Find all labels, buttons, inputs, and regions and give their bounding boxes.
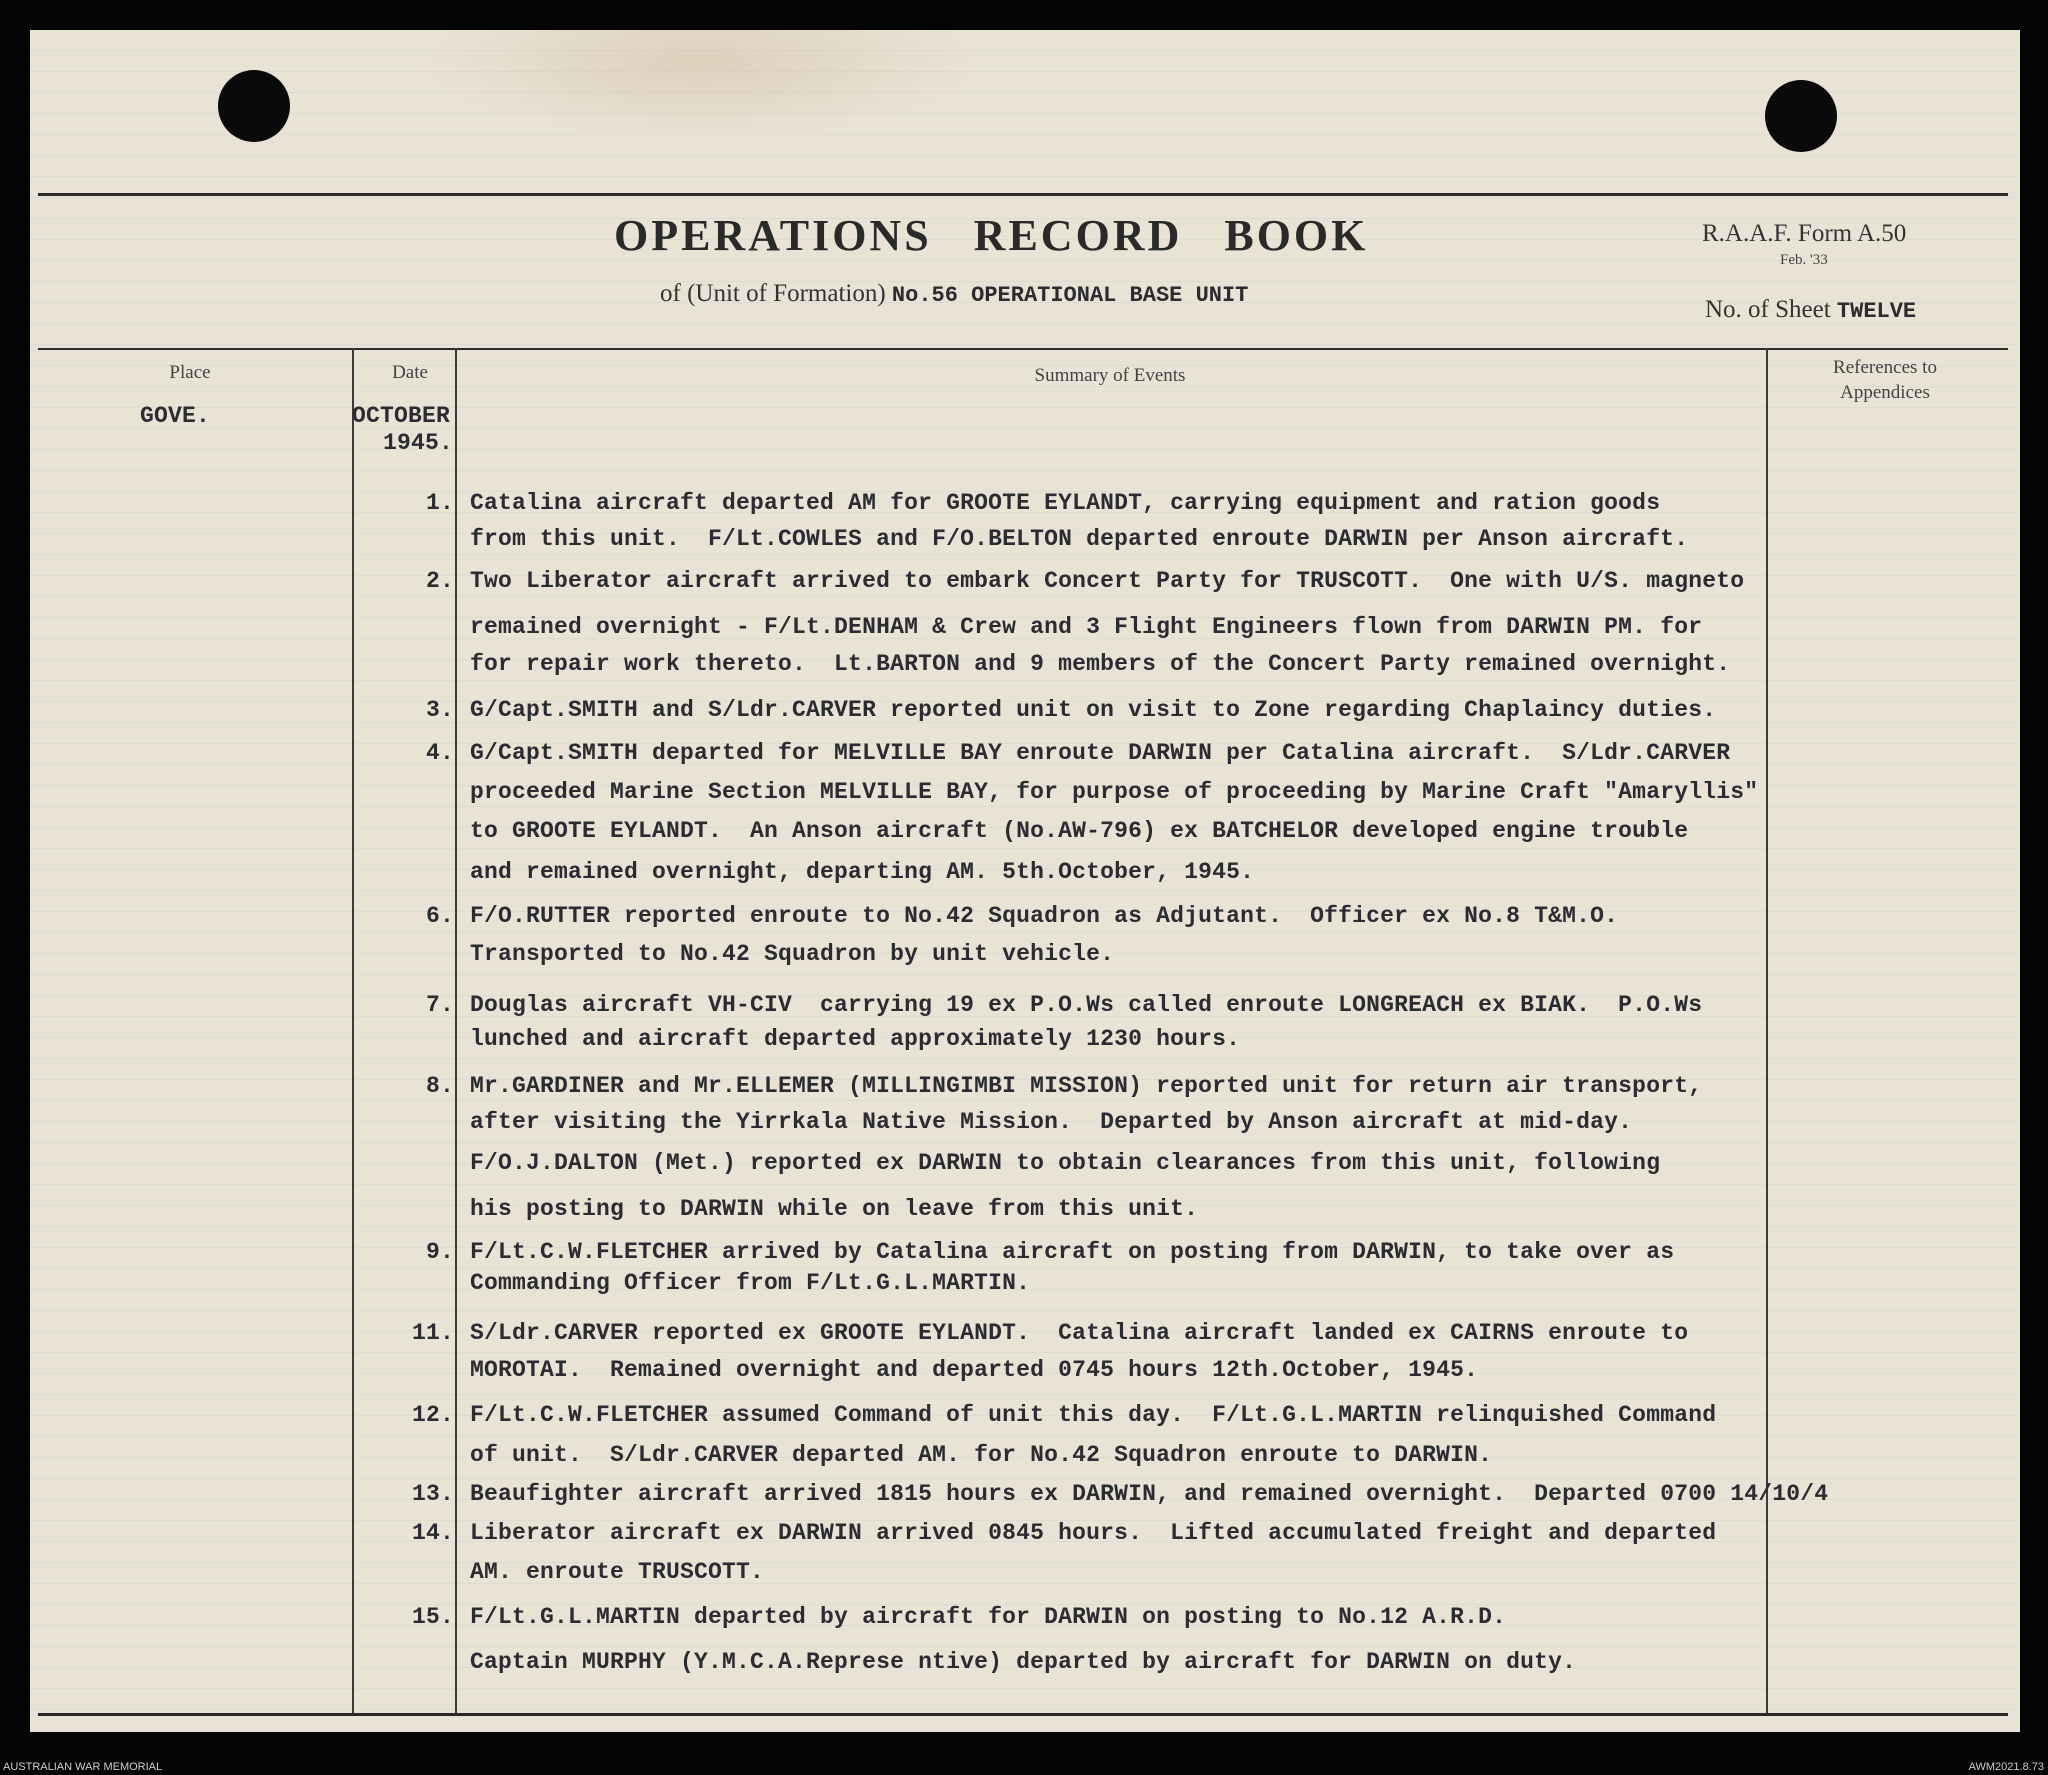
entry-line: Commanding Officer from F/Lt.G.L.MARTIN. <box>470 1270 1031 1296</box>
entry-line: F/Lt.G.L.MARTIN departed by aircraft for DARWIN on posting to No.12 A.R.D. <box>470 1604 1507 1630</box>
entry-line: G/Capt.SMITH and S/Ldr.CARVER reported unit on visit to Zone regarding Chaplaincy duties. <box>470 697 1717 723</box>
sheet-number-line <box>1705 296 1916 324</box>
top-rule <box>38 193 2008 196</box>
entry-day: 12. <box>411 1402 454 1428</box>
entry-line: F/O.RUTTER reported enroute to No.42 Squadron as Adjutant. Officer ex No.8 T&M.O. <box>470 903 1619 929</box>
entry-line: Douglas aircraft VH-CIV carrying 19 ex P.O.Ws called enroute LONGREACH ex BIAK. P.O.Ws <box>470 992 1703 1018</box>
entry-line: his posting to DARWIN while on leave from this unit. <box>470 1196 1199 1222</box>
form-date: Feb. '33 <box>1780 252 1828 268</box>
entry-line: for repair work thereto. Lt.BARTON and 9 members of the Concert Party remained overnight. <box>470 651 1731 677</box>
entry-day: 11. <box>411 1320 454 1346</box>
place-value: GOVE. <box>140 403 211 429</box>
column-date: Date <box>392 362 428 383</box>
entry-day: 13. <box>411 1481 454 1507</box>
entry-line: S/Ldr.CARVER reported ex GROOTE EYLANDT. Catalina aircraft landed ex CAIRNS enroute to <box>470 1320 1689 1346</box>
entry-day: 4. <box>425 740 454 766</box>
entry-day: 8. <box>425 1073 454 1099</box>
entry-line: Beaufighter aircraft arrived 1815 hours ex DARWIN, and remained overnight. Departed 0700 14/10/4 <box>470 1481 1829 1507</box>
entry-line: F/Lt.C.W.FLETCHER arrived by Catalina aircraft on posting from DARWIN, to take over as <box>470 1239 1675 1265</box>
entry-day: 1. <box>425 490 454 516</box>
entry-day: 6. <box>425 903 454 929</box>
entry-line: from this unit. F/Lt.COWLES and F/O.BELTON departed enroute DARWIN per Anson aircraft. <box>470 526 1689 552</box>
column-references-line1: References to <box>1833 357 1937 378</box>
entry-line: Transported to No.42 Squadron by unit vehicle. <box>470 941 1115 967</box>
date-summary-divider <box>455 348 457 1713</box>
entry-line: G/Capt.SMITH departed for MELVILLE BAY enroute DARWIN per Catalina aircraft. S/Ldr.CARVER <box>470 740 1731 766</box>
unit-name: No.56 OPERATIONAL BASE UNIT <box>891 283 1249 308</box>
entry-line: F/O.J.DALTON (Met.) reported ex DARWIN to obtain clearances from this unit, following <box>470 1150 1661 1176</box>
footer-credit: AUSTRALIAN WAR MEMORIAL <box>3 1761 163 1773</box>
summary-references-divider <box>1766 348 1768 1713</box>
entry-line: Mr.GARDINER and Mr.ELLEMER (MILLINGIMBI MISSION) reported unit for return air transport, <box>470 1073 1703 1099</box>
entry-day: 9. <box>425 1239 454 1265</box>
entry-day: 15. <box>411 1604 454 1630</box>
entry-line: Two Liberator aircraft arrived to embark Concert Party for TRUSCOTT. One with U/S. magneto <box>470 568 1745 594</box>
entry-line: AM. enroute TRUSCOTT. <box>470 1559 765 1585</box>
entry-line: lunched and aircraft departed approximately 1230 hours. <box>470 1026 1241 1052</box>
entry-day: 7. <box>425 992 454 1018</box>
punch-hole-left <box>218 70 290 142</box>
form-title: OPERATIONS RECORD BOOK <box>614 211 1369 260</box>
entry-line: proceeded Marine Section MELVILLE BAY, for purpose of proceeding by Marine Craft "Amaryllis" <box>470 779 1759 805</box>
unit-prefix: of (Unit of Formation) <box>660 280 886 307</box>
entry-line: Catalina aircraft departed AM for GROOTE EYLANDT, carrying equipment and ration goods <box>470 490 1661 516</box>
entry-line: to GROOTE EYLANDT. An Anson aircraft (No.AW-796) ex BATCHELOR developed engine trouble <box>470 818 1689 844</box>
entry-day: 3. <box>425 697 454 723</box>
column-place: Place <box>169 362 211 383</box>
column-references-line2: Appendices <box>1840 382 1930 403</box>
entry-line: remained overnight - F/Lt.DENHAM & Crew and 3 Flight Engineers flown from DARWIN PM. for <box>470 614 1703 640</box>
column-summary: Summary of Events <box>1034 365 1186 386</box>
entry-line: and remained overnight, departing AM. 5th.October, 1945. <box>470 859 1255 885</box>
place-date-divider <box>352 348 354 1713</box>
unit-of-formation <box>660 280 1248 308</box>
bottom-rule <box>38 1713 2008 1716</box>
punch-hole-right <box>1765 80 1837 152</box>
header-rule <box>38 348 2008 350</box>
entry-line: F/Lt.C.W.FLETCHER assumed Command of unit this day. F/Lt.G.L.MARTIN relinquished Command <box>470 1402 1717 1428</box>
entry-day: 14. <box>411 1520 454 1546</box>
entry-line: of unit. S/Ldr.CARVER departed AM. for No.42 Squadron enroute to DARWIN. <box>470 1442 1493 1468</box>
entry-line: MOROTAI. Remained overnight and departed 0745 hours 12th.October, 1945. <box>470 1357 1479 1383</box>
entry-line: Captain MURPHY (Y.M.C.A.Represe ntive) departed by aircraft for DARWIN on duty. <box>470 1649 1577 1675</box>
paper-stain <box>420 30 980 140</box>
entry-line: Liberator aircraft ex DARWIN arrived 0845 hours. Lifted accumulated freight and departed <box>470 1520 1717 1546</box>
entry-line: after visiting the Yirrkala Native Mission. Departed by Anson aircraft at mid-day. <box>470 1109 1633 1135</box>
form-code: R.A.A.F. Form A.50 <box>1702 220 1907 247</box>
entry-day: 2. <box>425 568 454 594</box>
sheet-number: TWELVE <box>1836 299 1917 324</box>
footer-accession: AWM2021.8.73 <box>1968 1761 2044 1773</box>
date-month: OCTOBER <box>352 403 451 429</box>
date-year: 1945. <box>383 430 454 456</box>
sheet-prefix: No. of Sheet <box>1705 296 1831 323</box>
